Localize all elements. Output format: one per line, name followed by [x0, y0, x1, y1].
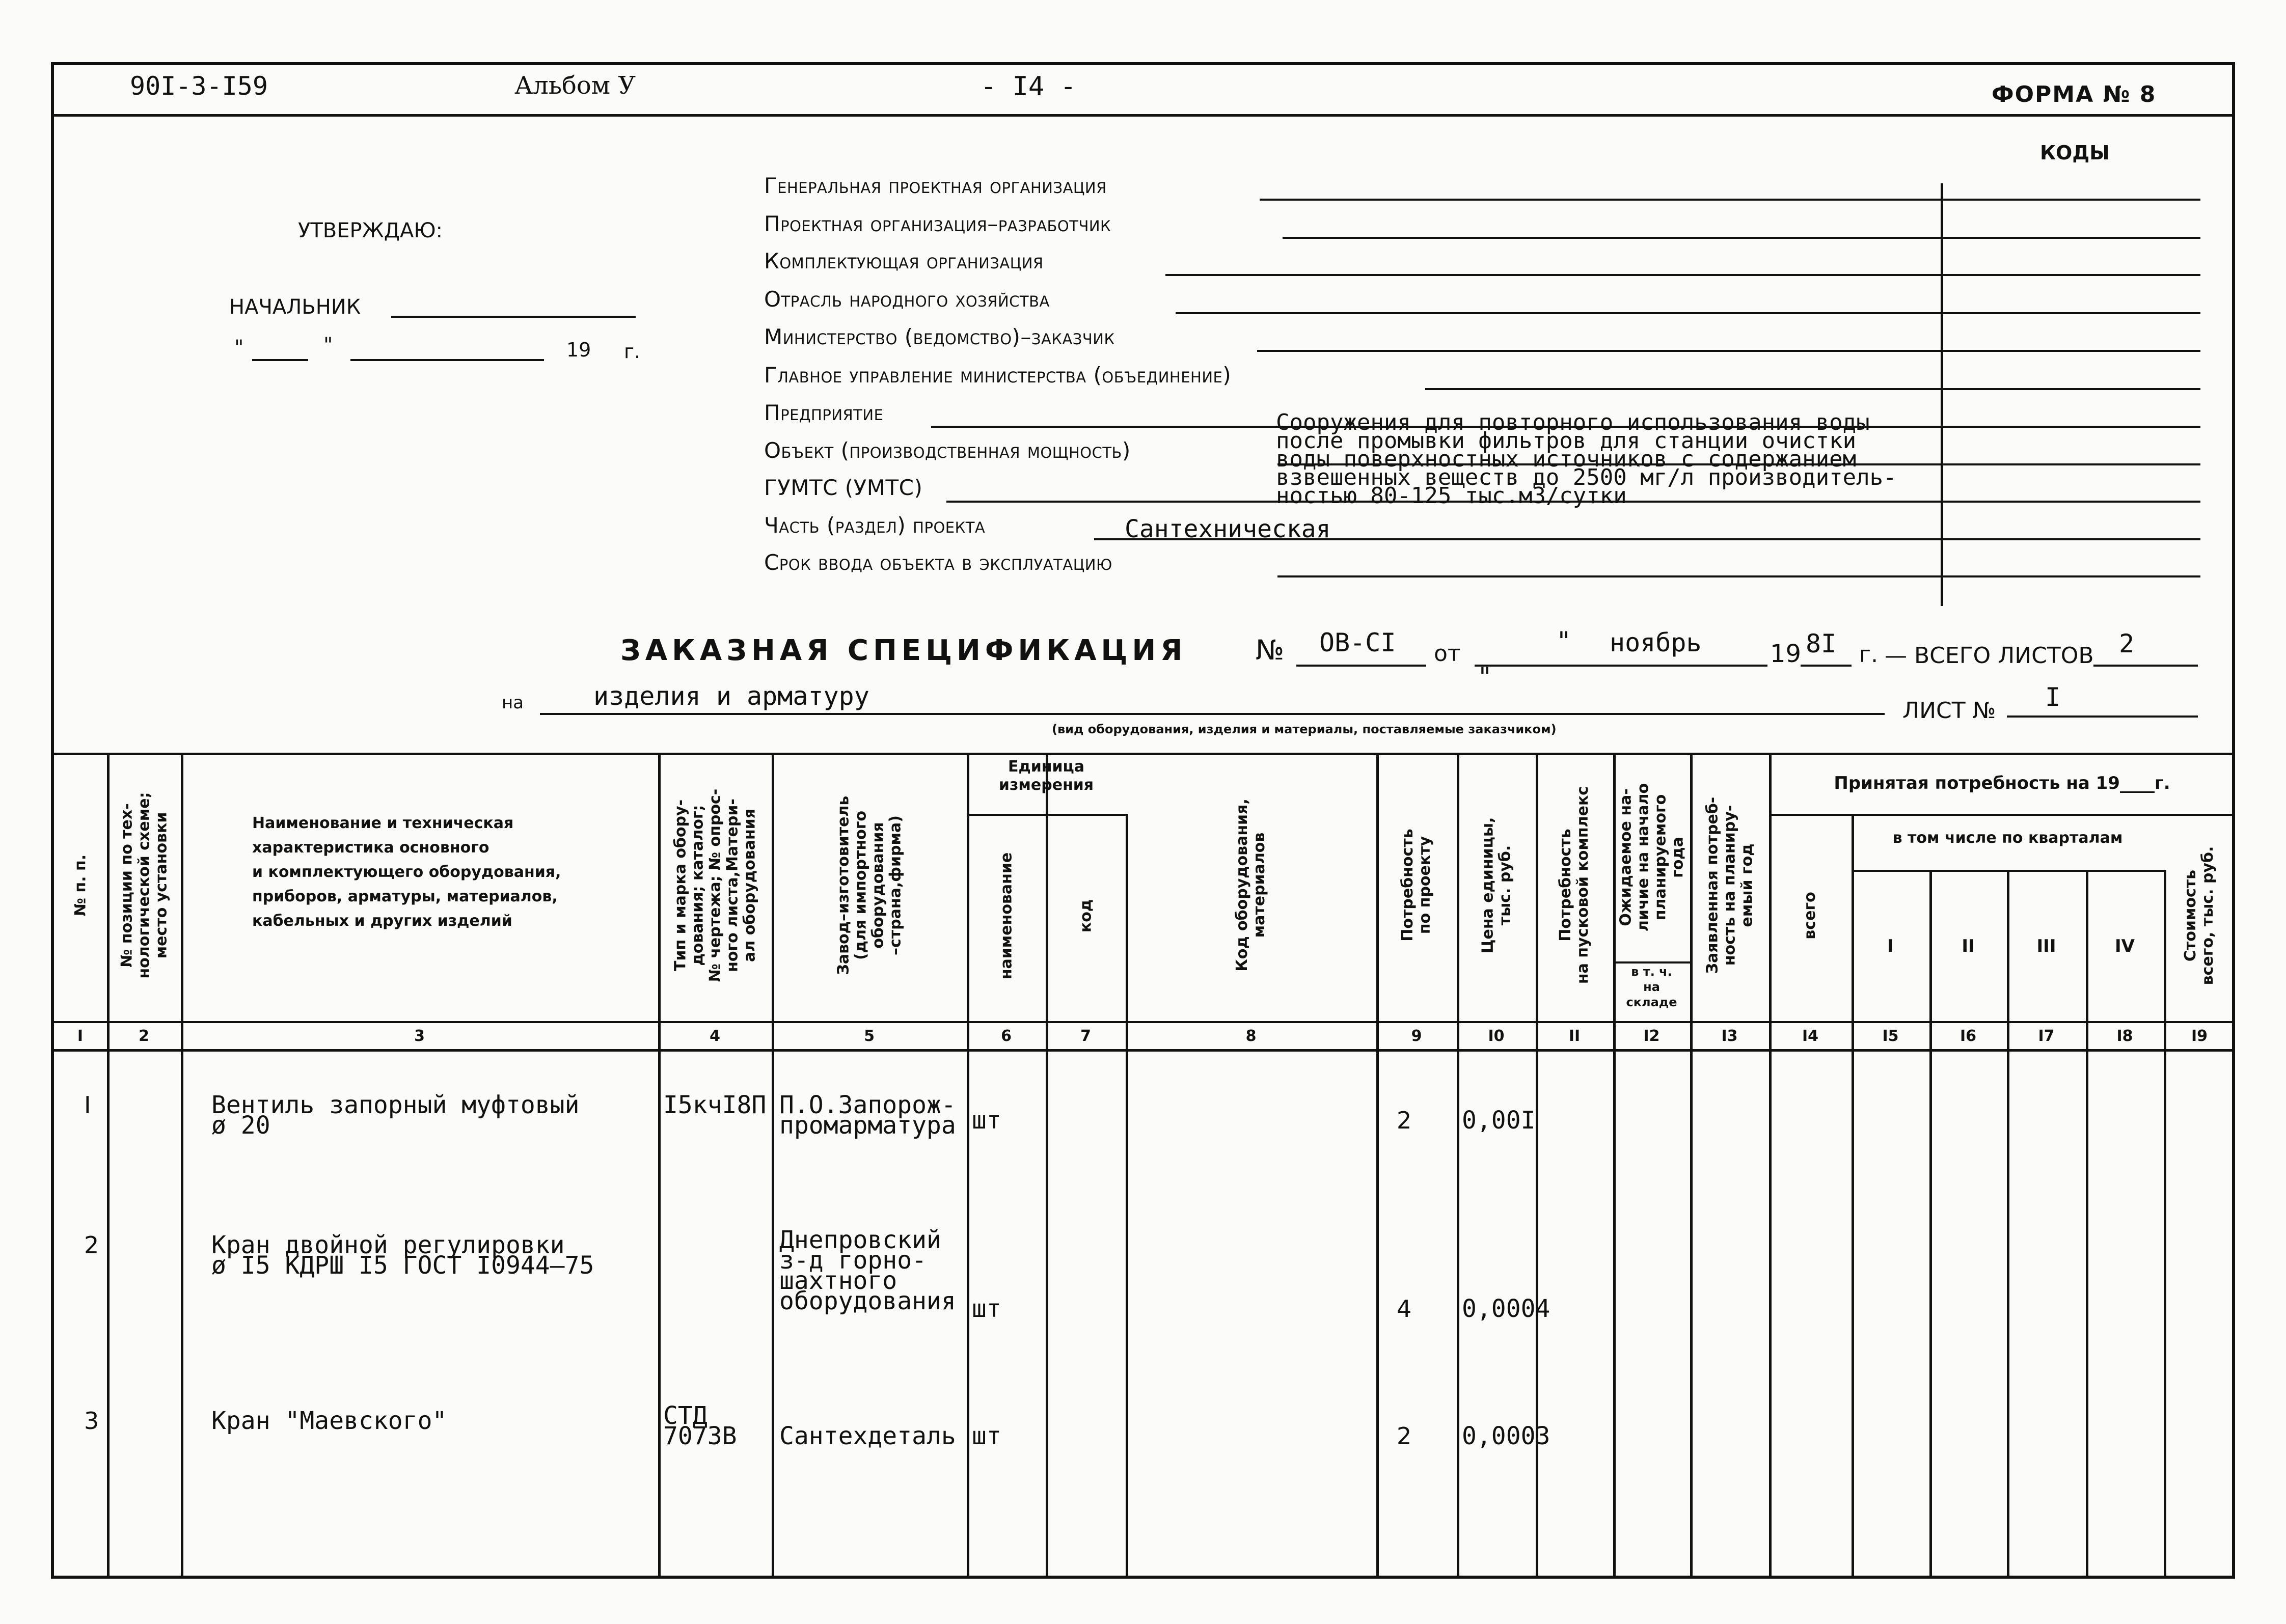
row-unit: шт: [972, 1106, 1001, 1135]
top-divider: [51, 114, 2235, 117]
row-n: 3: [84, 1407, 99, 1435]
chief-label: НАЧАЛЬНИК: [229, 295, 361, 319]
spec-no: ОВ-СI: [1319, 628, 1396, 657]
header-c12: Ожидаемое на- личие на начало планируемого года: [1616, 783, 1686, 931]
spec-from: от: [1434, 641, 1461, 667]
header-c6: наименование: [997, 852, 1015, 979]
column-number: 9: [1411, 1027, 1422, 1045]
album-label: Альбом У: [514, 71, 636, 100]
object-line: воды поверхностных источников с содержанием: [1276, 446, 1857, 472]
date-close-quote: ": [323, 334, 333, 357]
spec-subject-line: [540, 713, 1885, 715]
spec-year-prefix: 19: [1770, 640, 1802, 668]
field-label: Главное управление министерства (объединение): [764, 363, 1232, 388]
header-unit: Единица измерения: [998, 758, 1094, 794]
table-colnum-bottom: [51, 1049, 2235, 1052]
header-c1: № п. п.: [71, 854, 89, 916]
spec-hint: (вид оборудования, изделия и материалы, поставляемые заказчиком): [1052, 722, 1557, 736]
field-line: [1283, 237, 2200, 239]
header-c19: Стоимость всего, тыс. руб.: [2182, 846, 2217, 985]
object-line: после промывки фильтров для станции очистки: [1276, 428, 1857, 454]
column-number: I: [77, 1027, 84, 1045]
row-price: 0,0004: [1462, 1295, 1550, 1323]
header-c15: I: [1887, 936, 1894, 956]
column-number: 5: [864, 1027, 875, 1045]
column-number: I9: [2191, 1027, 2208, 1045]
spec-year-suffix: г.: [1859, 642, 1879, 668]
field-label: Проектная организация–разработчик: [764, 211, 1111, 236]
field-line: [1425, 388, 2200, 390]
header-c10: Цена единицы, тыс. руб.: [1478, 817, 1514, 953]
field-label: ГУМТС (УМТС): [764, 475, 923, 500]
row-qty: 4: [1397, 1295, 1412, 1323]
spec-sheet-label: ЛИСТ №: [1902, 698, 1996, 724]
spec-year: 8I: [1806, 629, 1837, 658]
column-number: I8: [2116, 1027, 2133, 1045]
spec-date-line: [1475, 665, 1767, 667]
stock-sub-line: [1613, 961, 1690, 964]
field-line: [1277, 575, 2200, 577]
field-line: [1165, 274, 2200, 276]
date-day-line: [252, 359, 308, 361]
codes-label: КОДЫ: [2040, 142, 2110, 164]
row-qty: 2: [1397, 1107, 1412, 1134]
field-value: Сантехническая: [1125, 515, 1331, 543]
column-number: II: [1568, 1027, 1581, 1045]
table-col-line: [2007, 870, 2009, 1579]
row-type: I5кчI8П: [663, 1091, 767, 1119]
column-number: I6: [1960, 1027, 1977, 1045]
field-label: Генеральная проектная организация: [764, 173, 1107, 198]
spec-quote-2: ": [1477, 662, 1493, 692]
header-c16: II: [1962, 936, 1975, 956]
row-unit: шт: [972, 1295, 1001, 1323]
header-c18: IV: [2115, 936, 2135, 956]
object-line: ностью 80-125 тыс.м3/сутки: [1276, 483, 1627, 509]
doc-code: 90I-3-I59: [130, 71, 268, 101]
column-number: I4: [1802, 1027, 1819, 1045]
column-number: I5: [1882, 1027, 1899, 1045]
table-col-line: [2086, 870, 2088, 1579]
column-number: 3: [414, 1027, 425, 1045]
spec-sheet: I: [2045, 682, 2061, 712]
spec-na: на: [502, 693, 524, 713]
row-type: СТД 7073В: [663, 1401, 737, 1450]
header-c3: Наименование и техническая характеристика основного и комплектующего оборудования, приборов, арматуры, материалов, кабельных и других изделий: [252, 814, 561, 930]
row-qty: 2: [1397, 1422, 1412, 1450]
field-label: Предприятие: [764, 400, 884, 425]
header-c11: Потребность на пусковой комплекс: [1557, 786, 1592, 984]
header-quarters: в том числе по кварталам: [1892, 829, 2123, 847]
row-maker: Сантехдеталь: [779, 1422, 956, 1450]
form-number: ФОРМА № 8: [1992, 81, 2157, 107]
date-month-line: [350, 359, 544, 361]
date-year-suffix: г.: [624, 340, 641, 363]
header-c5: Завод–изготовитель (для импортного оборудования –страна,фирма): [834, 795, 904, 975]
chief-line: [391, 316, 636, 318]
header-c12b: в т. ч. на складе: [1626, 965, 1677, 1009]
header-c2: № позиции по тех- нологической схеме; место установки: [117, 791, 170, 979]
header-c14: всего: [1801, 892, 1819, 940]
field-label: Министерство (ведомство)–заказчик: [764, 324, 1115, 349]
field-line: [1257, 350, 2200, 352]
column-number: 6: [1001, 1027, 1012, 1045]
table-col-line: [1929, 870, 1932, 1579]
spec-subject: изделия и арматуру: [593, 681, 869, 711]
row-name: Вентиль запорный муфтовый ø 20: [211, 1091, 580, 1140]
row-unit: шт: [972, 1422, 1001, 1450]
date-year: 19: [566, 339, 591, 361]
column-number: I2: [1643, 1027, 1660, 1045]
field-label: Объект (производственная мощность): [764, 438, 1131, 463]
field-line: [1260, 199, 2200, 201]
column-number: 7: [1080, 1027, 1091, 1045]
table-header-bottom: [51, 1021, 2235, 1023]
table-col-line: [1852, 814, 1854, 1579]
row-maker: П.О.Запорож- промарматура: [779, 1091, 956, 1140]
spec-month: ноябрь: [1610, 628, 1702, 657]
field-label: Отрасль народного хозяйства: [764, 287, 1050, 312]
row-price: 0,00I: [1462, 1106, 1536, 1135]
header-c4: Тип и марка обору- дования; каталог; № чертежа; № опрос- ного листа,Матери- ал оборудования: [671, 788, 758, 982]
row-maker: Днепровский з-д горно- шахтного оборудования: [779, 1226, 956, 1315]
approve-title: УТВЕРЖДАЮ:: [298, 219, 443, 242]
spec-year-line: [1801, 665, 1852, 667]
row-n: 2: [84, 1231, 99, 1259]
field-label: Комплектующая организация: [764, 249, 1044, 273]
header-c7: код: [1076, 899, 1095, 932]
spec-sheets: 2: [2119, 629, 2135, 658]
codes-divider: [1941, 183, 1943, 606]
header-c17: III: [2036, 936, 2056, 956]
column-number: 4: [710, 1027, 720, 1045]
spec-sheets-label: — ВСЕГО ЛИСТОВ: [1885, 643, 2094, 669]
date-open-quote: ": [234, 336, 244, 360]
column-number: I7: [2038, 1027, 2055, 1045]
field-line: [1176, 312, 2200, 314]
header-accepted: Принятая потребность на 19____г.: [1834, 773, 2170, 793]
field-label: Часть (раздел) проекта: [764, 513, 986, 538]
page-number: - I4 -: [981, 71, 1076, 102]
table-top-line: [51, 753, 2235, 755]
header-c8: Код оборудования, материалов: [1233, 799, 1268, 972]
row-n: I: [84, 1091, 91, 1119]
row-name: Кран двойной регулировки ø I5 КДРШ I5 ГОСТ I0944–75: [211, 1231, 594, 1280]
column-number: I3: [1721, 1027, 1738, 1045]
spec-no-line: [1296, 665, 1426, 667]
quarters-sub-line: [1852, 870, 2164, 872]
spec-title: ЗАКАЗНАЯ СПЕЦИФИКАЦИЯ: [620, 634, 1187, 667]
spec-no-label: №: [1256, 634, 1285, 666]
column-number: I0: [1488, 1027, 1505, 1045]
column-number: 8: [1245, 1027, 1257, 1045]
object-description: [1276, 409, 1964, 509]
row-price: 0,0003: [1462, 1422, 1550, 1450]
header-c13: Заявленная потреб- ность на планиру- емый год: [1703, 796, 1756, 974]
object-line: взвешенных веществ до 2500 мг/л производитель-: [1276, 464, 1897, 490]
spec-quote-1: ": [1556, 626, 1572, 656]
row-name: Кран "Маевского": [211, 1407, 447, 1435]
spec-sheet-line: [2007, 715, 2198, 718]
field-label: Срок ввода объекта в эксплуатацию: [764, 550, 1112, 575]
column-number: 2: [139, 1027, 149, 1045]
header-c9: Потребность по проекту: [1399, 829, 1434, 942]
spec-sheets-line: [2093, 665, 2198, 667]
object-line: Сооружения для повторного использования воды: [1276, 409, 1870, 435]
table-col-line: [181, 753, 183, 1579]
